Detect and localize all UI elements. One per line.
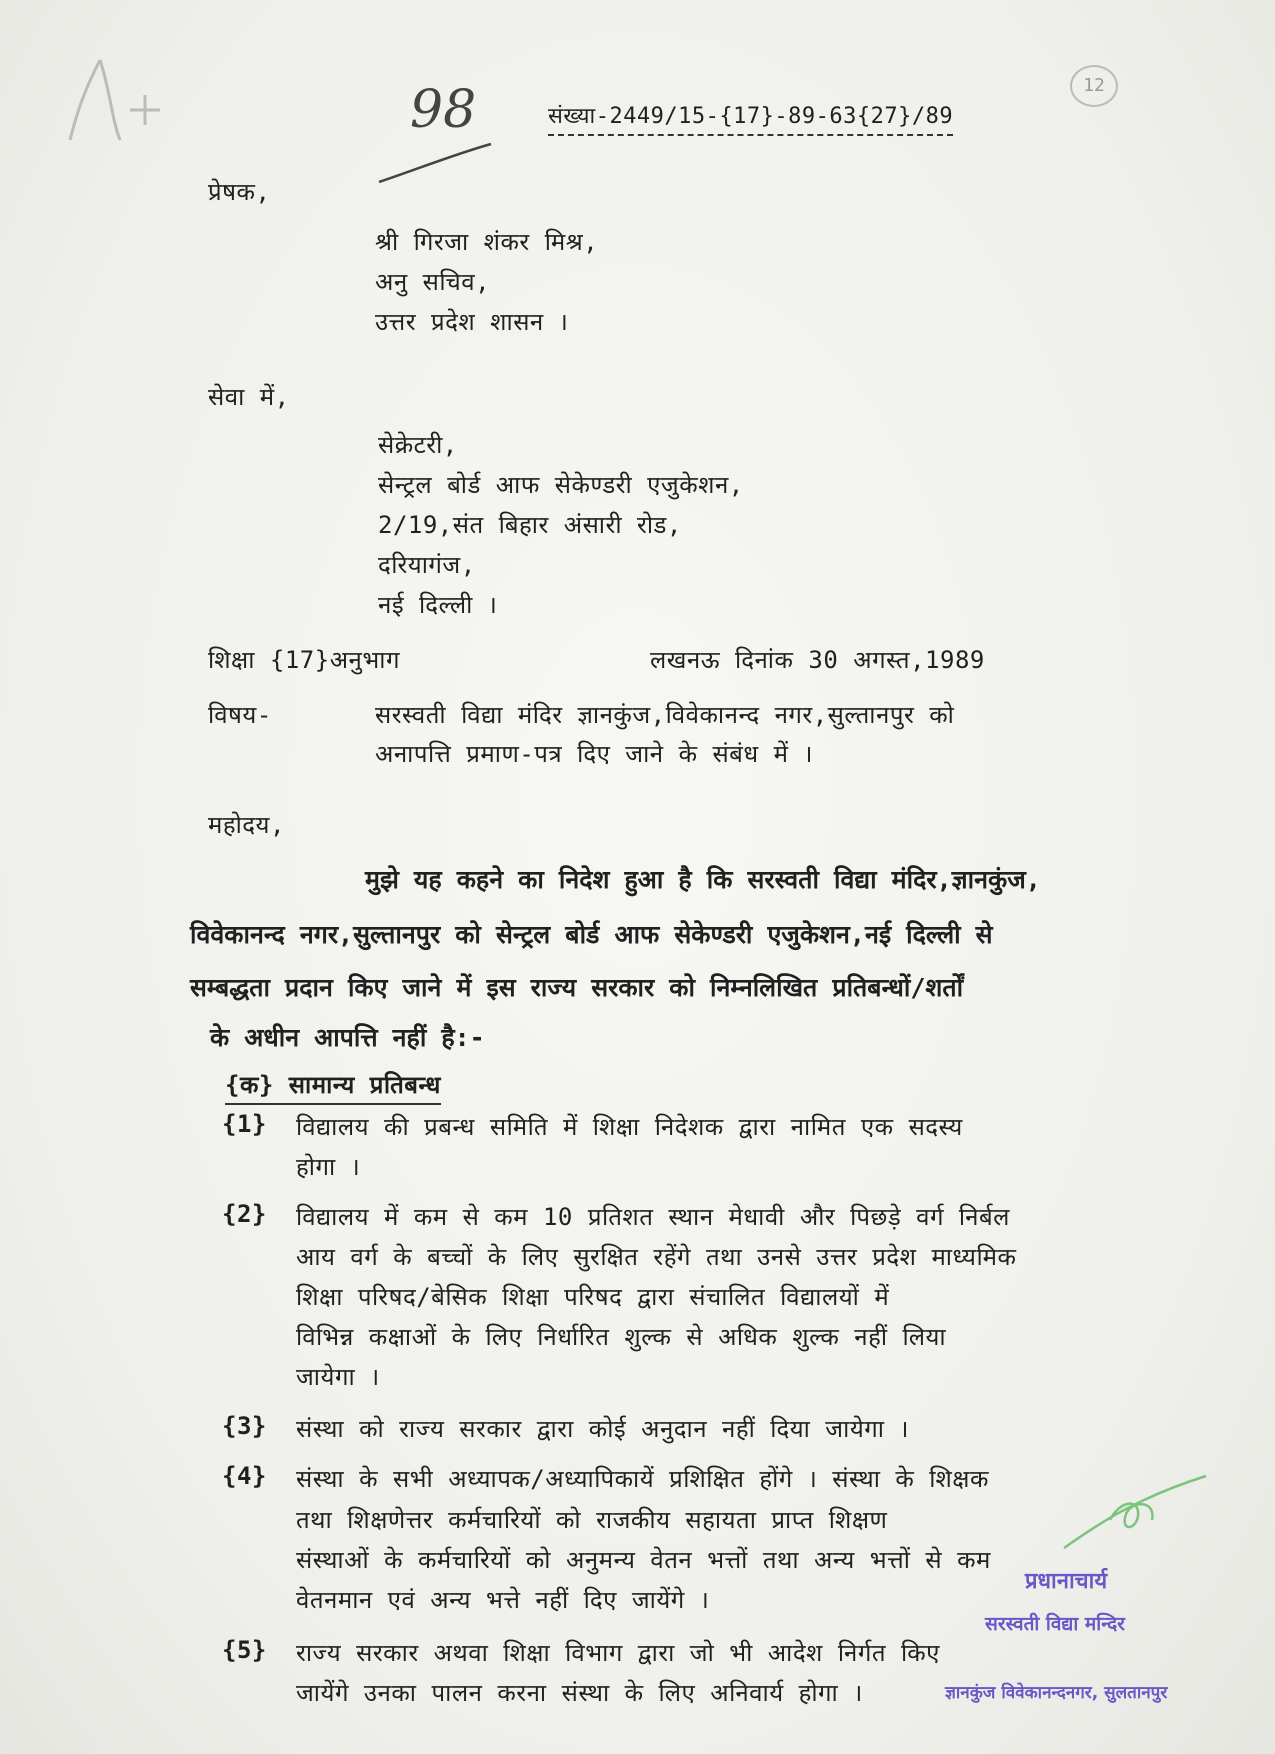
condition-number: {2} — [222, 1200, 267, 1228]
subject-label: विषय- — [208, 701, 272, 729]
recipient-line: नई दिल्ली । — [378, 591, 498, 619]
recipient-line: सेन्ट्रल बोर्ड आफ सेकेण्डरी एजुकेशन, — [378, 471, 744, 499]
condition-line: संस्था के सभी अध्यापक/अध्यापिकायें प्रशिक्षित होंगे । संस्था के शिक्षक — [296, 1465, 989, 1493]
place-date: लखनऊ दिनांक 30 अगस्त,1989 — [650, 646, 985, 674]
condition-number: {1} — [222, 1110, 267, 1138]
recipient-line: 2/19,संत बिहार अंसारी रोड, — [378, 511, 682, 539]
body-line: के अधीन आपत्ति नहीं है:- — [210, 1023, 485, 1052]
subject-line: अनापत्ति प्रमाण-पत्र दिए जाने के संबंध में । — [375, 740, 813, 768]
signature — [1060, 1470, 1210, 1560]
sender-line: अनु सचिव, — [375, 268, 491, 296]
condition-line: तथा शिक्षणेत्तर कर्मचारियों को राजकीय सहायता प्राप्त शिक्षण — [296, 1506, 888, 1534]
handwritten-underline — [375, 140, 495, 190]
sender-line: उत्तर प्रदेश शासन । — [375, 308, 569, 336]
body-line: मुझे यह कहने का निदेश हुआ है कि सरस्वती विद्या मंदिर,ज्ञानकुंज, — [365, 865, 1041, 894]
sender-label: प्रेषक, — [208, 178, 271, 206]
condition-line: जायेगा । — [296, 1363, 380, 1391]
condition-line: आय वर्ग के बच्चों के लिए सुरक्षित रहेंगे तथा उनसे उत्तर प्रदेश माध्यमिक — [296, 1243, 1017, 1271]
recipient-line: सेक्रेटरी, — [378, 431, 458, 459]
condition-line: संस्था को राज्य सरकार द्वारा कोई अनुदान नहीं दिया जायेगा । — [296, 1415, 910, 1443]
condition-line: शिक्षा परिषद/बेसिक शिक्षा परिषद द्वारा संचालित विद्यालयों में — [296, 1283, 890, 1311]
salutation: महोदय, — [208, 811, 285, 839]
condition-line: राज्य सरकार अथवा शिक्षा विभाग द्वारा जो भी आदेश निर्गत किए — [296, 1639, 940, 1667]
sender-line: श्री गिरजा शंकर मिश्र, — [375, 228, 599, 256]
body-line: विवेकानन्द नगर,सुल्तानपुर को सेन्ट्रल बोर्ड आफ सेकेण्डरी एजुकेशन,नई दिल्ली से — [190, 920, 993, 949]
page-mark: 12 — [1070, 65, 1118, 107]
stamp-title: प्रधानाचार्य — [1025, 1569, 1108, 1594]
scan-smudge — [40, 40, 180, 180]
condition-number: {4} — [222, 1462, 267, 1490]
condition-line: जायेंगे उनका पालन करना संस्था के लिए अनिवार्य होगा । — [296, 1679, 863, 1707]
condition-line: विद्यालय में कम से कम 10 प्रतिशत स्थान मेधावी और पिछड़े वर्ग निर्बल — [296, 1203, 1010, 1231]
condition-line: विभिन्न कक्षाओं के लिए निर्धारित शुल्क से अधिक शुल्क नहीं लिया — [296, 1323, 947, 1351]
condition-line: वेतनमान एवं अन्य भत्ते नहीं दिए जायेंगे । — [296, 1586, 710, 1614]
stamp-address: ज्ञानकुंज विवेकानन्दनगर, सुलतानपुर — [945, 1683, 1168, 1703]
handwritten-number: 98 — [410, 80, 477, 140]
stamp-school: सरस्वती विद्या मन्दिर — [985, 1613, 1125, 1635]
reference-number: संख्या-2449/15-{17}-89-63{27}/89 — [548, 100, 953, 136]
condition-number: {5} — [222, 1636, 267, 1664]
condition-number: {3} — [222, 1412, 267, 1440]
condition-line: संस्थाओं के कर्मचारियों को अनुमन्य वेतन भत्तों तथा अन्य भत्तों से कम — [296, 1546, 991, 1574]
subject-line: सरस्वती विद्या मंदिर ज्ञानकुंज,विवेकानन्द नगर,सुल्तानपुर को — [375, 701, 955, 729]
condition-line: होगा । — [296, 1153, 361, 1181]
recipient-line: दरियागंज, — [378, 551, 476, 579]
section-label: शिक्षा {17}अनुभाग — [208, 646, 400, 674]
body-line: सम्बद्धता प्रदान किए जाने में इस राज्य सरकार को निम्नलिखित प्रतिबन्धों/शर्तों — [190, 973, 964, 1002]
condition-line: विद्यालय की प्रबन्ध समिति में शिक्षा निदेशक द्वारा नामित एक सदस्य — [296, 1113, 963, 1141]
conditions-heading: {क} सामान्य प्रतिबन्ध — [225, 1068, 441, 1105]
recipient-label: सेवा में, — [208, 383, 290, 411]
